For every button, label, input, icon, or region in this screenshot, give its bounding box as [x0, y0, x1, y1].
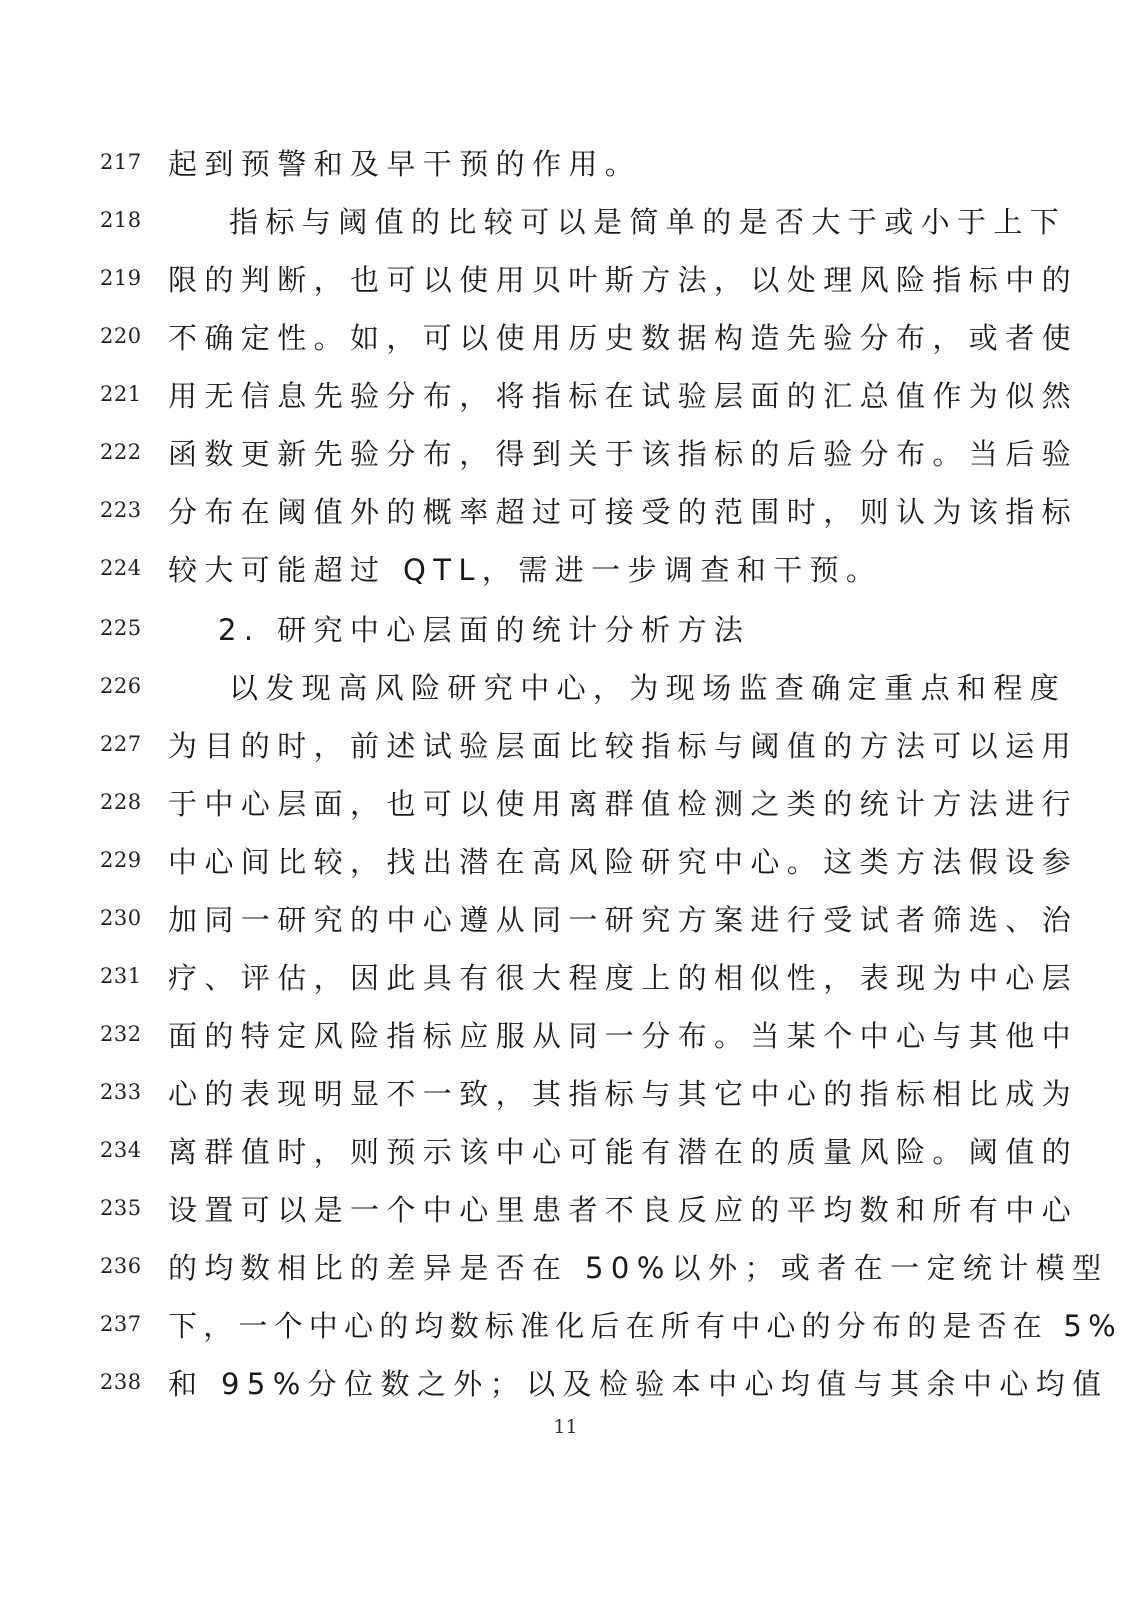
document-line — [0, 1014, 1131, 1058]
line-number: 225 — [100, 616, 142, 640]
line-number: 233 — [100, 1080, 142, 1104]
line-text: 分布在阈值外的概率超过可接受的范围时，则认为该指标 — [168, 495, 1079, 529]
document-line — [0, 1304, 1131, 1348]
line-number: 221 — [100, 382, 142, 406]
line-text: 起到预警和及早干预的作用。 — [168, 147, 642, 181]
document-line — [0, 782, 1131, 826]
line-text: 设置可以是一个中心里患者不良反应的平均数和所有中心 — [168, 1193, 1079, 1227]
line-number: 223 — [100, 498, 142, 522]
document-line — [0, 1130, 1131, 1174]
line-number: 236 — [100, 1254, 142, 1278]
page-number: 11 — [553, 1416, 578, 1438]
line-text: 较大可能超过 QTL，需进一步调查和干预。 — [168, 553, 883, 587]
line-number: 232 — [100, 1022, 142, 1046]
document-line — [0, 956, 1131, 1000]
document-line — [0, 724, 1131, 768]
line-text: 的均数相比的差异是否在 50%以外；或者在一定统计模型 — [168, 1251, 1109, 1285]
document-line — [0, 548, 1131, 592]
line-number: 238 — [100, 1370, 142, 1394]
line-number: 220 — [100, 324, 142, 348]
line-text: 加同一研究的中心遵从同一研究方案进行受试者筛选、治 — [168, 903, 1079, 937]
line-number: 227 — [100, 732, 142, 756]
line-number: 230 — [100, 906, 142, 930]
line-text: 下，一个中心的均数标准化后在所有中心的分布的是否在 5% — [168, 1309, 1122, 1343]
line-number: 218 — [100, 208, 142, 232]
line-number: 229 — [100, 848, 142, 872]
document-line — [0, 258, 1131, 302]
line-text: 心的表现明显不一致，其指标与其它中心的指标相比成为 — [168, 1077, 1079, 1111]
line-number: 217 — [100, 150, 142, 174]
line-number: 234 — [100, 1138, 142, 1162]
line-number: 226 — [100, 674, 142, 698]
line-text: 用无信息先验分布，将指标在试验层面的汇总值作为似然 — [168, 379, 1079, 413]
document-line — [0, 1246, 1131, 1290]
line-text: 不确定性。如，可以使用历史数据构造先验分布，或者使 — [168, 321, 1079, 355]
line-text: 中心间比较，找出潜在高风险研究中心。这类方法假设参 — [168, 845, 1079, 879]
document-line — [0, 1188, 1131, 1232]
document-line — [0, 898, 1131, 942]
line-text: 为目的时，前述试验层面比较指标与阈值的方法可以运用 — [168, 729, 1079, 763]
document-line — [0, 490, 1131, 534]
document-line — [0, 432, 1131, 476]
document-line — [0, 840, 1131, 884]
line-text: 以发现高风险研究中心，为现场监查确定重点和程度 — [229, 671, 1067, 705]
section-heading: 2. 研究中心层面的统计分析方法 — [218, 613, 751, 647]
line-text: 于中心层面，也可以使用离群值检测之类的统计方法进行 — [168, 787, 1079, 821]
line-number: 237 — [100, 1312, 142, 1336]
line-number: 231 — [100, 964, 142, 988]
line-text: 面的特定风险指标应服从同一分布。当某个中心与其他中 — [168, 1019, 1079, 1053]
document-line — [0, 374, 1131, 418]
line-text: 指标与阈值的比较可以是简单的是否大于或小于上下 — [229, 205, 1067, 239]
line-text: 离群值时，则预示该中心可能有潜在的质量风险。阈值的 — [168, 1135, 1079, 1169]
document-line — [0, 1072, 1131, 1116]
document-line — [0, 1362, 1131, 1406]
line-text: 和 95%分位数之外；以及检验本中心均值与其余中心均值 — [168, 1367, 1109, 1401]
document-line — [0, 316, 1131, 360]
line-number: 219 — [100, 266, 142, 290]
line-text: 疗、评估，因此具有很大程度上的相似性，表现为中心层 — [168, 961, 1079, 995]
document-line — [0, 200, 1131, 244]
line-number: 222 — [100, 440, 142, 464]
line-text: 限的判断，也可以使用贝叶斯方法，以处理风险指标中的 — [168, 263, 1079, 297]
document-line — [0, 666, 1131, 710]
line-text: 函数更新先验分布，得到关于该指标的后验分布。当后验 — [168, 437, 1079, 471]
document-line — [0, 608, 1131, 652]
line-number: 228 — [100, 790, 142, 814]
line-number: 224 — [100, 556, 142, 580]
line-number: 235 — [100, 1196, 142, 1220]
document-line — [0, 142, 1131, 186]
